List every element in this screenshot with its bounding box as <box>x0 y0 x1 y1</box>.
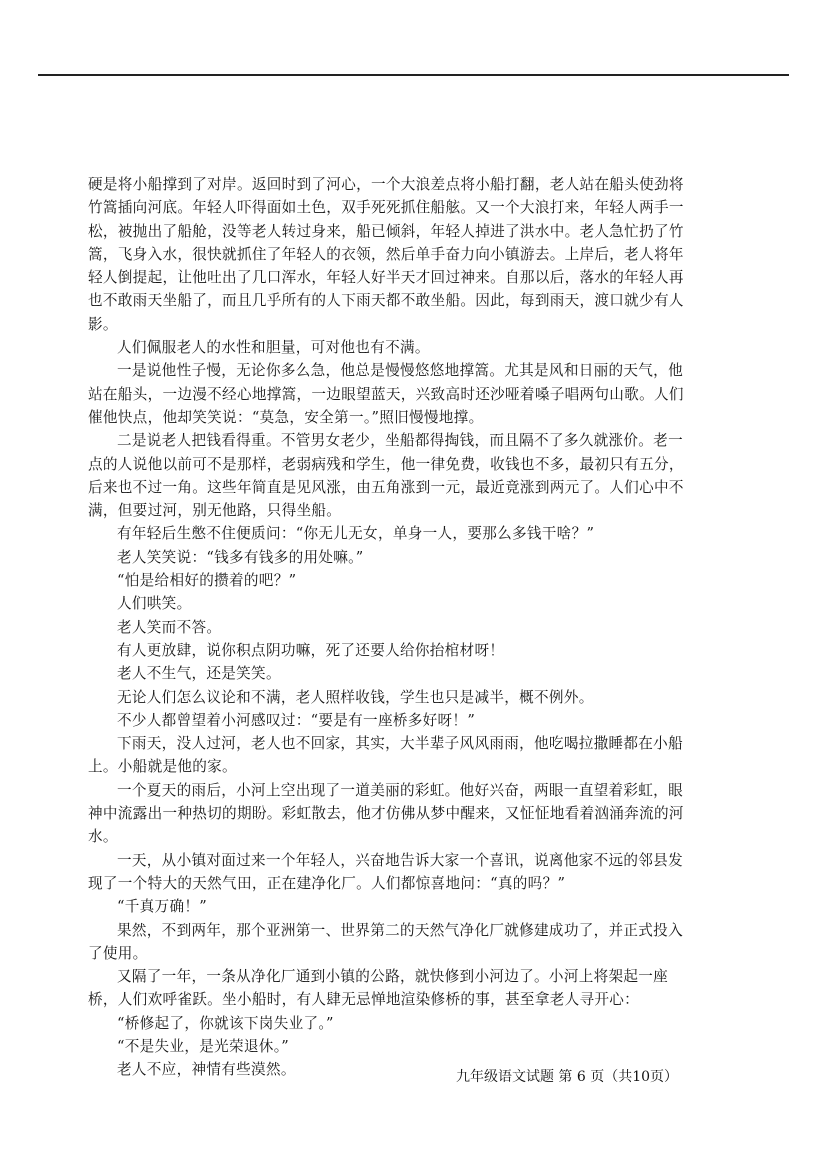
text-line: 不少人都曾望着小河感叹过：“要是有一座桥多好呀！” <box>117 711 476 729</box>
text-line: “桥修起了，你就该下岗失业了。” <box>117 1014 334 1032</box>
text-line: 又隔了一年，一条从净化厂通到小镇的公路，就快修到小河边了。小河上将架起一座 <box>117 968 669 986</box>
text-line: 篙，飞身入水，很快就抓住了年轻人的衣领，然后单手奋力向小镇游去。上岸后，老人将年 <box>88 245 684 263</box>
text-line: 松，被抛出了船舱，没等老人转过身来，船已倾斜，年轻人掉进了洪水中。老人急忙扔了竹 <box>88 222 684 240</box>
footer-page-number: 九年级语文试题 第 6 页（共10页） <box>455 1069 679 1085</box>
text-line: 站在船头，一边漫不经心地撑篙，一边眼望蓝天，兴致高时还沙哑着嗓子唱两句山歌。人们 <box>88 385 684 403</box>
text-line: 影。 <box>88 315 118 333</box>
text-line: 老人不应，神情有些漠然。 <box>117 1061 296 1079</box>
text-line: 果然，不到两年，那个亚洲第一、世界第二的天然气净化厂就修建成功了，并正式投入 <box>117 921 683 939</box>
text-line: 神中流露出一种热切的期盼。彩虹散去，他才仿佛从梦中醒来，又怔怔地看着汹涌奔流的河 <box>88 805 684 823</box>
header-rule <box>38 74 789 76</box>
text-line: 有年轻后生憋不住便质问：“你无儿无女，单身一人，要那么多钱干啥？” <box>117 525 595 543</box>
text-line: 后来也不过一角。这些年简直是见风涨，由五角涨到一元，最近竟涨到两元了。人们心中不 <box>88 478 684 496</box>
text-line: 满，但要过河，别无他路，只得坐船。 <box>88 502 342 520</box>
page-footer <box>0 1066 826 1086</box>
text-line: 竹篙插向河底。年轻人吓得面如土色，双手死死抓住船舷。又一个大浪打来，年轻人两手一 <box>88 199 684 217</box>
text-line: 上。小船就是他的家。 <box>88 758 237 776</box>
text-line: 下雨天，没人过河，老人也不回家，其实，大半辈子风风雨雨，他吃喝拉撒睡都在小船 <box>117 735 683 753</box>
text-line: 二是说老人把钱看得重。不管男女老少，坐船都得掏钱，而且隔不了多久就涨价。老一 <box>117 432 683 450</box>
text-line: 一天，从小镇对面过来一个年轻人，兴奋地告诉大家一个喜讯，说离他家不远的邻县发 <box>117 851 683 869</box>
text-line: 老人笑而不答。 <box>117 618 222 636</box>
text-line: “不是失业，是光荣退休。” <box>117 1037 290 1055</box>
text-line: 硬是将小船撑到了对岸。返回时到了河心，一个大浪差点将小船打翻，老人站在船头使劲将 <box>88 176 684 193</box>
text-line: 水。 <box>88 828 118 846</box>
text-line: 人们佩服老人的水性和胆量，可对他也有不满。 <box>117 339 430 357</box>
text-line: 老人不生气，还是笑笑。 <box>117 665 281 683</box>
text-line: 一个夏天的雨后，小河上空出现了一道美丽的彩虹。他好兴奋，两眼一直望着彩虹，眼 <box>117 781 683 799</box>
text-line: 催他快点，他却笑笑说：“莫急，安全第一。”照旧慢慢地撑。 <box>88 408 484 426</box>
text-line: 了使用。 <box>88 944 148 962</box>
text-line: 无论人们怎么议论和不满，老人照样收钱，学生也只是减半，概不例外。 <box>117 688 594 706</box>
article-body <box>88 173 690 1082</box>
text-line: 点的人说他以前可不是那样，老弱病残和学生，他一律免费，收钱也不多，最初只有五分， <box>88 455 684 473</box>
text-line: 人们哄笑。 <box>117 595 192 613</box>
text-line: 现了一个特大的天然气田，正在建净化厂。人们都惊喜地问：“真的吗？” <box>88 874 566 892</box>
text-line: “千真万确！” <box>117 898 207 916</box>
text-line: 有人更放肆，说你积点阴功嘛，死了还要人给你抬棺材呀！ <box>117 641 505 659</box>
text-line: 一是说他性子慢，无论你多么急，他总是慢慢悠悠地撑篙。尤其是风和日丽的天气，他 <box>117 362 683 380</box>
text-line: 桥，人们欢呼雀跃。坐小船时，有人肆无忌惮地渲染修桥的事，甚至拿老人寻开心： <box>88 991 640 1009</box>
text-line: 轻人倒提起，让他吐出了几口浑水，年轻人好半天才回过神来。自那以后，落水的年轻人再 <box>88 269 684 287</box>
text-line: 老人笑笑说：“钱多有钱多的用处嘛。” <box>117 548 364 566</box>
text-line: “怕是给相好的攒着的吧？” <box>117 572 297 590</box>
text-line: 也不敢雨天坐船了，而且几乎所有的人下雨天都不敢坐船。因此，每到雨天，渡口就少有人 <box>88 292 684 310</box>
